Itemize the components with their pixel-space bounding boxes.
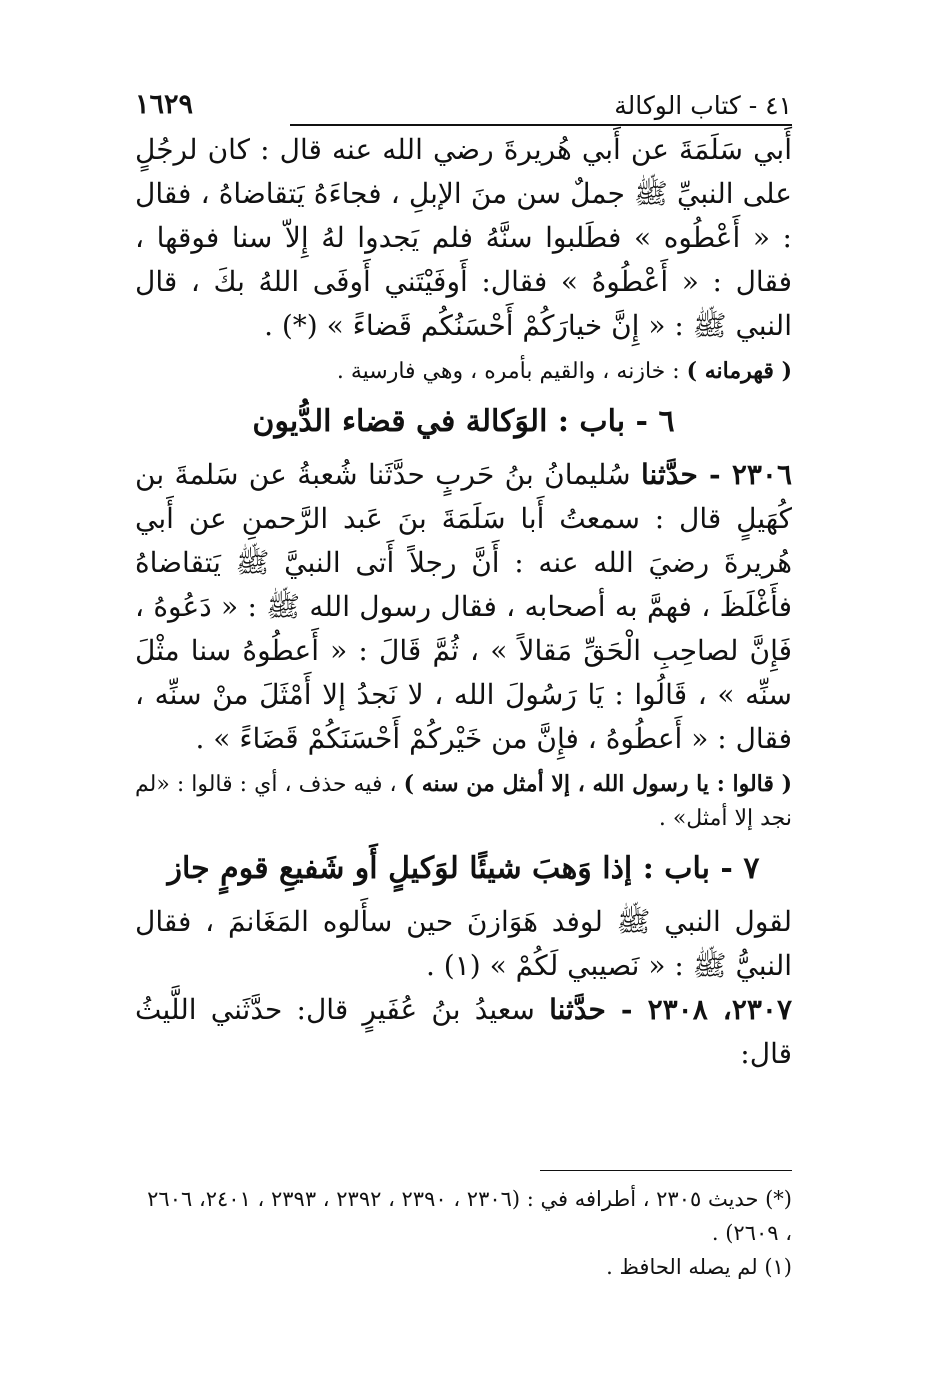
explanatory-note: [135, 354, 792, 389]
note-term: ( قهرمانه ): [686, 358, 792, 384]
explanatory-note-2: [135, 767, 792, 836]
note-text: : خازنه ، والقيم بأمره ، وهي فارسية .: [336, 359, 687, 384]
running-head: [135, 70, 792, 120]
chapter-title: ٤١ - كتاب الوكالة: [614, 91, 792, 120]
chapter-heading-7: ٧ - باب : إذا وَهبَ شيئًا لوَكيلٍ أَو شَفيعِ قومٍ جاز: [167, 851, 760, 886]
hadith-text: سُليمانُ بنُ حَربٍ حدَّثَنا شُعبةُ عن سَلمةَ بن كُهَيلٍ قال : سمعتُ أَبا سَلَمَةَ بنَ عَبد الرَّحمنِ عن أَبي هُريرةَ رضيَ الله عنه : أَنَّ رجلاً أَتى النبيَّ ﷺ يَتقاضاهُ فأَغْلَظَ ، فهمَّ به أصحابه ، فقال رسول الله ﷺ : « دَعُوهُ ، فَإِنَّ لصاحِبِ الْحَقِّ مَقالاً » ، ثُمَّ قَالَ : « أَعطُوهُ سنا مثْلَ سنِّه » ، قَالُوا : يَا رَسُولَ الله ، لا نَجدُ إلا أَمْثَلَ منْ سنِّه ، فقال : « أَعطُوهُ ، فإِنَّ من خَيْركُمْ أَحْسَنَكُمْ قَضَاءً » .: [135, 458, 793, 755]
hadith-text: سعيدُ بنُ عُفَيرٍ قال: حدَّثَني اللَّيثُ قال:: [135, 993, 792, 1070]
hadith-2307-2308: [135, 988, 792, 1076]
chapter-7-intro: لقول النبي ﷺ لوفد هَوَازنَ حين سأَلوه المَغَانمَ ، فقال النبيُّ ﷺ : « نَصيبي لَكُمْ » (١) .: [135, 905, 792, 982]
hadith-number: ٢٣٠٧، ٢٣٠٨: [647, 993, 792, 1026]
footnotes: [135, 1182, 792, 1284]
hadith-2306: [135, 453, 792, 761]
footnote-star: (*) حديث ٢٣٠٥ ، أطرافه في : (٢٣٠٦ ، ٢٣٩٠ ، ٢٣٩٢ ، ٢٣٩٣ ، ٢٤٠١، ٢٦٠٦ ، ٢٦٠٩) .: [147, 1187, 792, 1245]
footnote-rule: [540, 1170, 792, 1171]
chapter-heading-6: ٦ - باب : الوَكالة في قضاء الدُّيون: [252, 404, 675, 439]
hadith-lead: - حدَّثنا: [549, 993, 648, 1026]
hadith-continuation: أَبي سَلَمَةَ عن أَبي هُريرةَ رضي الله عنه قال : كان لرجُلٍ على النبيِّ ﷺ جملٌ سن منَ الإبلِ ، فجاءَهُ يَتقاضاهُ ، فقال : « أَعْطُوه » فطَلبوا سنَّهُ فلم يَجدوا لهُ إِلاّ سنا فوقها ، فقال : « أَعْطُوهُ » فقال: أَوفَيْتَني أَوفَى اللهُ بكَ ، قال النبي ﷺ : « إِنَّ خيارَكُمْ أَحْسَنُكُم قَضاءً » (*) .: [135, 133, 792, 342]
hadith-number: ٢٣٠٦: [731, 458, 792, 491]
note-term: ( قالوا : يا رسول الله ، إلا أمثل من سنه ): [403, 771, 792, 797]
hadith-lead: - حدَّثنا: [640, 458, 732, 491]
note-text: ، فيه حذف ، أي : قالوا : «لم نجد إلا أمثل» .: [135, 772, 792, 831]
page-body: [135, 128, 792, 1076]
footnote-1: (١) لم يصله الحافظ .: [606, 1255, 792, 1279]
page-number: ١٦٢٩: [135, 89, 194, 120]
header-rule: [290, 124, 792, 126]
